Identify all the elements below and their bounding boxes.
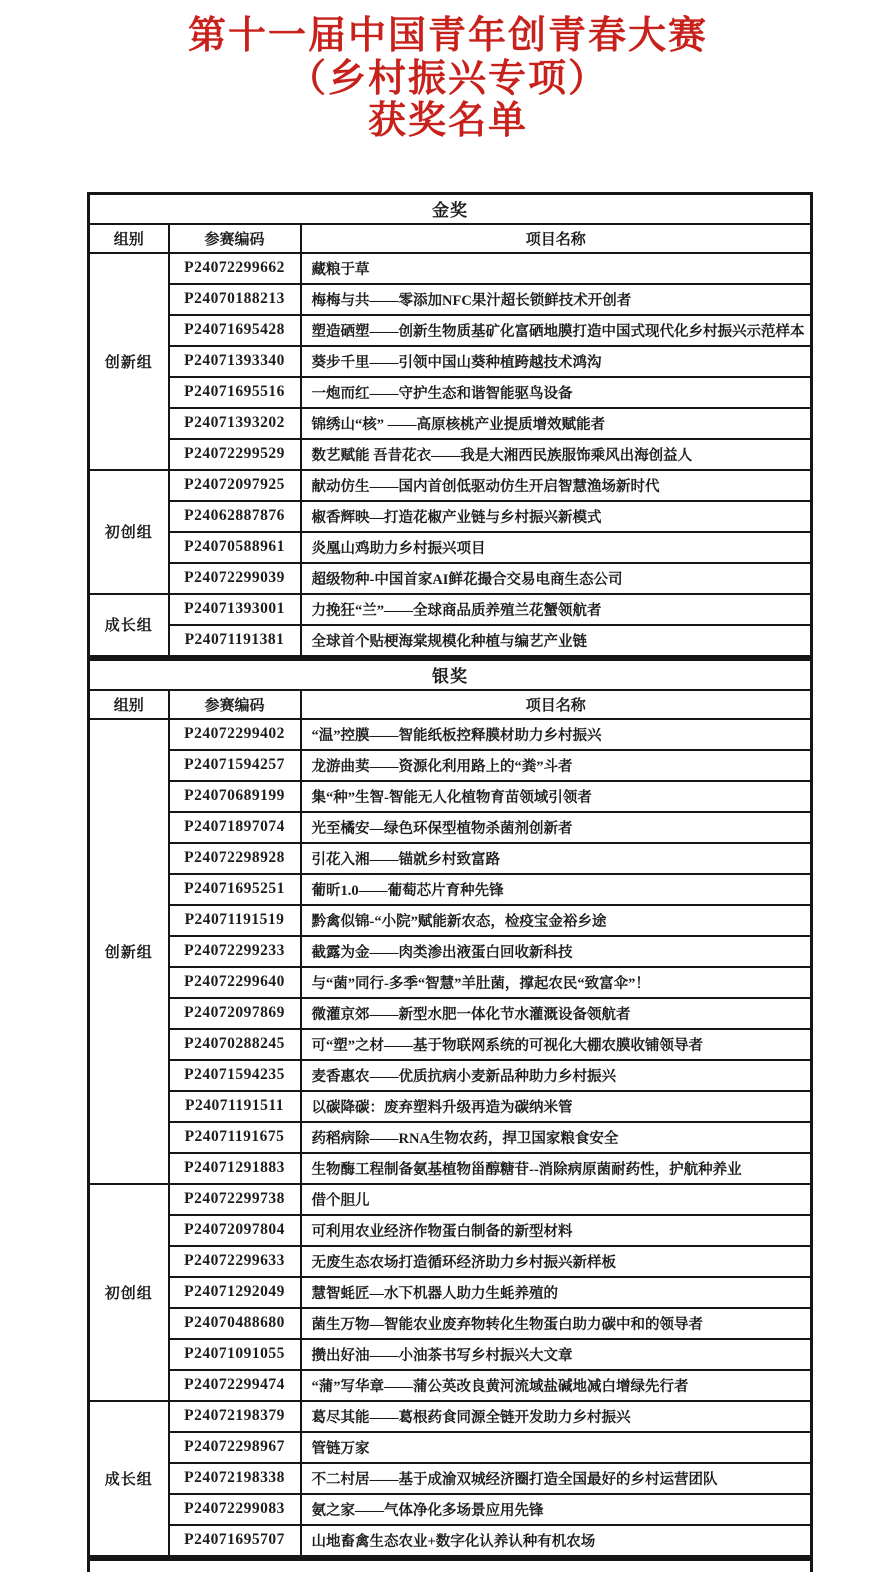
- project-name: 一炮而红——守护生态和谐智能驱鸟设备: [301, 377, 812, 408]
- column-header-code: 参赛编码: [169, 224, 301, 253]
- table-row: [89, 998, 812, 1029]
- entry-code: P24070188213: [169, 284, 301, 315]
- project-name: 管链万家: [301, 1432, 812, 1463]
- group-cell: 创新组: [89, 719, 169, 1184]
- table-row: [89, 905, 812, 936]
- section-header-row: [89, 659, 812, 690]
- entry-code: P24072097925: [169, 470, 301, 501]
- column-header-row: [89, 224, 812, 253]
- column-header-group: 组别: [89, 224, 169, 253]
- entry-code: P24071594235: [169, 1060, 301, 1091]
- project-name: 全球首个贴梗海棠规模化种植与编艺产业链: [301, 625, 812, 657]
- page-title: [0, 0, 896, 142]
- table-row: [89, 532, 812, 563]
- entry-code: P24072299662: [169, 253, 301, 284]
- project-name: 攒出好油——小油茶书写乡村振兴大文章: [301, 1339, 812, 1370]
- table-row: [89, 501, 812, 532]
- project-name: 数艺赋能 吾昔花衣——我是大湘西民族服饰乘风出海创益人: [301, 439, 812, 470]
- project-name: 炎凰山鸡助力乡村振兴项目: [301, 532, 812, 563]
- project-name: 超级物种-中国首家AI鲜花撮合交易电商生态公司: [301, 563, 812, 594]
- table-row: [89, 1463, 812, 1494]
- entry-code: P24071393202: [169, 408, 301, 439]
- title-line-1: 第十一届中国青年创青春大赛: [187, 13, 708, 57]
- entry-code: P24072299039: [169, 563, 301, 594]
- entry-code: P24072299402: [169, 719, 301, 750]
- project-name: 可“塑”之材——基于物联网系统的可视化大棚农膜收铺领导者: [301, 1029, 812, 1060]
- entry-code: P24071191675: [169, 1122, 301, 1153]
- project-name: “蒲”写华章——蒲公英改良黄河流域盐碱地减白增绿先行者: [301, 1370, 812, 1401]
- entry-code: P24062887876: [169, 501, 301, 532]
- section-header-row: [89, 193, 812, 224]
- entry-code: P24071594257: [169, 750, 301, 781]
- table-row: [89, 1246, 812, 1277]
- project-name: 以碳降碳：废弃塑料升级再造为碳纳米管: [301, 1091, 812, 1122]
- entry-code: P24071695707: [169, 1525, 301, 1557]
- next-section-partial-border: [87, 1558, 813, 1572]
- table-row: [89, 1401, 812, 1432]
- project-name: 可利用农业经济作物蛋白制备的新型材料: [301, 1215, 812, 1246]
- entry-code: P24071393001: [169, 594, 301, 625]
- table-row: [89, 1153, 812, 1184]
- table-row: [89, 936, 812, 967]
- table-row: [89, 1494, 812, 1525]
- table-row: [89, 284, 812, 315]
- project-name: 药稻病除——RNA生物农药，捍卫国家粮食安全: [301, 1122, 812, 1153]
- project-name: 慧智蚝匠—水下机器人助力生蚝养殖的: [301, 1277, 812, 1308]
- project-name: 与“菌”同行-多季“智慧”羊肚菌，撑起农民“致富伞”！: [301, 967, 812, 998]
- award-section-title: 金奖: [89, 193, 812, 224]
- table-row: [89, 843, 812, 874]
- table-row: [89, 1122, 812, 1153]
- project-name: 梅梅与共——零添加NFC果汁超长锁鲜技术开创者: [301, 284, 812, 315]
- entry-code: P24071897074: [169, 812, 301, 843]
- entry-code: P24071191381: [169, 625, 301, 657]
- table-row: [89, 315, 812, 346]
- table-row: [89, 594, 812, 625]
- entry-code: P24072298967: [169, 1432, 301, 1463]
- award-section-title: 银奖: [89, 659, 812, 690]
- table-row: [89, 470, 812, 501]
- table-row: [89, 1370, 812, 1401]
- group-cell: 成长组: [89, 1401, 169, 1557]
- project-name: 锦绣山“核” ——高原核桃产业提质增效赋能者: [301, 408, 812, 439]
- table-row: [89, 781, 812, 812]
- table-row: [89, 253, 812, 284]
- table-row: [89, 408, 812, 439]
- table-row: [89, 1277, 812, 1308]
- entry-code: P24071695428: [169, 315, 301, 346]
- table-row: [89, 750, 812, 781]
- entry-code: P24071191511: [169, 1091, 301, 1122]
- table-row: [89, 719, 812, 750]
- group-cell: 初创组: [89, 470, 169, 594]
- group-cell: 初创组: [89, 1184, 169, 1401]
- project-name: 生物酶工程制备氨基植物甾醇糖苷--消除病原菌耐药性，护航种养业: [301, 1153, 812, 1184]
- entry-code: P24070588961: [169, 532, 301, 563]
- entry-code: P24072299083: [169, 1494, 301, 1525]
- entry-code: P24072298928: [169, 843, 301, 874]
- project-name: 山地畜禽生态农业+数字化认养认种有机农场: [301, 1525, 812, 1557]
- column-header-code: 参赛编码: [169, 690, 301, 719]
- entry-code: P24072198338: [169, 1463, 301, 1494]
- table-row: [89, 439, 812, 470]
- entry-code: P24071091055: [169, 1339, 301, 1370]
- table-row: [89, 346, 812, 377]
- entry-code: P24072299529: [169, 439, 301, 470]
- table-row: [89, 1339, 812, 1370]
- table-row: [89, 967, 812, 998]
- column-header-group: 组别: [89, 690, 169, 719]
- project-name: 葛尽其能——葛根药食同源全链开发助力乡村振兴: [301, 1401, 812, 1432]
- entry-code: P24071695516: [169, 377, 301, 408]
- project-name: 微灌京郊——新型水肥一体化节水灌溉设备领航者: [301, 998, 812, 1029]
- entry-code: P24071191519: [169, 905, 301, 936]
- award-table: [87, 658, 813, 1558]
- entry-code: P24072299474: [169, 1370, 301, 1401]
- table-row: [89, 1060, 812, 1091]
- table-row: [89, 812, 812, 843]
- entry-code: P24071393340: [169, 346, 301, 377]
- project-name: 引花入湘——锚就乡村致富路: [301, 843, 812, 874]
- project-name: “温”控膜——智能纸板控释膜材助力乡村振兴: [301, 719, 812, 750]
- entry-code: P24072299633: [169, 1246, 301, 1277]
- entry-code: P24072299233: [169, 936, 301, 967]
- column-header-row: [89, 690, 812, 719]
- award-tables: [87, 192, 813, 1572]
- table-row: [89, 377, 812, 408]
- column-header-project: 项目名称: [301, 224, 812, 253]
- entry-code: P24071291883: [169, 1153, 301, 1184]
- table-row: [89, 563, 812, 594]
- column-header-project: 项目名称: [301, 690, 812, 719]
- project-name: 力挽狂“兰”——全球商品质养殖兰花蟹领航者: [301, 594, 812, 625]
- project-name: 塑造硒塑——创新生物质基矿化富硒地膜打造中国式现代化乡村振兴示范样本: [301, 315, 812, 346]
- entry-code: P24070689199: [169, 781, 301, 812]
- entry-code: P24070288245: [169, 1029, 301, 1060]
- table-row: [89, 1525, 812, 1557]
- project-name: 无废生态农场打造循环经济助力乡村振兴新样板: [301, 1246, 812, 1277]
- table-row: [89, 1184, 812, 1215]
- table-row: [89, 1308, 812, 1339]
- table-row: [89, 874, 812, 905]
- table-row: [89, 1215, 812, 1246]
- project-name: 麦香惠农——优质抗病小麦新品种助力乡村振兴: [301, 1060, 812, 1091]
- title-line-3: 获奖名单: [367, 98, 528, 143]
- table-row: [89, 1029, 812, 1060]
- entry-code: P24072198379: [169, 1401, 301, 1432]
- entry-code: P24071292049: [169, 1277, 301, 1308]
- table-row: [89, 1091, 812, 1122]
- table-row: [89, 1432, 812, 1463]
- project-name: 葡昕1.0——葡萄芯片育种先锋: [301, 874, 812, 905]
- project-name: 不二村居——基于成渝双城经济圈打造全国最好的乡村运营团队: [301, 1463, 812, 1494]
- project-name: 葵步千里——引领中国山葵种植跨越技术鸿沟: [301, 346, 812, 377]
- project-name: 椒香辉映—打造花椒产业链与乡村振兴新模式: [301, 501, 812, 532]
- project-name: 借个胆儿: [301, 1184, 812, 1215]
- project-name: 光至橘安—绿色环保型植物杀菌剂创新者: [301, 812, 812, 843]
- entry-code: P24071695251: [169, 874, 301, 905]
- table-row: [89, 625, 812, 657]
- entry-code: P24072299640: [169, 967, 301, 998]
- project-name: 集“种”生智-智能无人化植物育苗领域引领者: [301, 781, 812, 812]
- project-name: 藏粮于草: [301, 253, 812, 284]
- project-name: 献动仿生——国内首创低驱动仿生开启智慧渔场新时代: [301, 470, 812, 501]
- project-name: 龙游曲荬——资源化利用路上的“粪”斗者: [301, 750, 812, 781]
- group-cell: 创新组: [89, 253, 169, 470]
- entry-code: P24070488680: [169, 1308, 301, 1339]
- project-name: 截露为金——肉类渗出液蛋白回收新科技: [301, 936, 812, 967]
- project-name: 黔禽似锦-“小院”赋能新农态，检疫宝金裕乡途: [301, 905, 812, 936]
- project-name: 菌生万物—智能农业废弃物转化生物蛋白助力碳中和的领导者: [301, 1308, 812, 1339]
- title-line-2: （乡村振兴专项）: [287, 55, 608, 100]
- project-name: 氨之家——气体净化多场景应用先锋: [301, 1494, 812, 1525]
- entry-code: P24072097869: [169, 998, 301, 1029]
- entry-code: P24072299738: [169, 1184, 301, 1215]
- award-table: [87, 192, 813, 658]
- entry-code: P24072097804: [169, 1215, 301, 1246]
- group-cell: 成长组: [89, 594, 169, 657]
